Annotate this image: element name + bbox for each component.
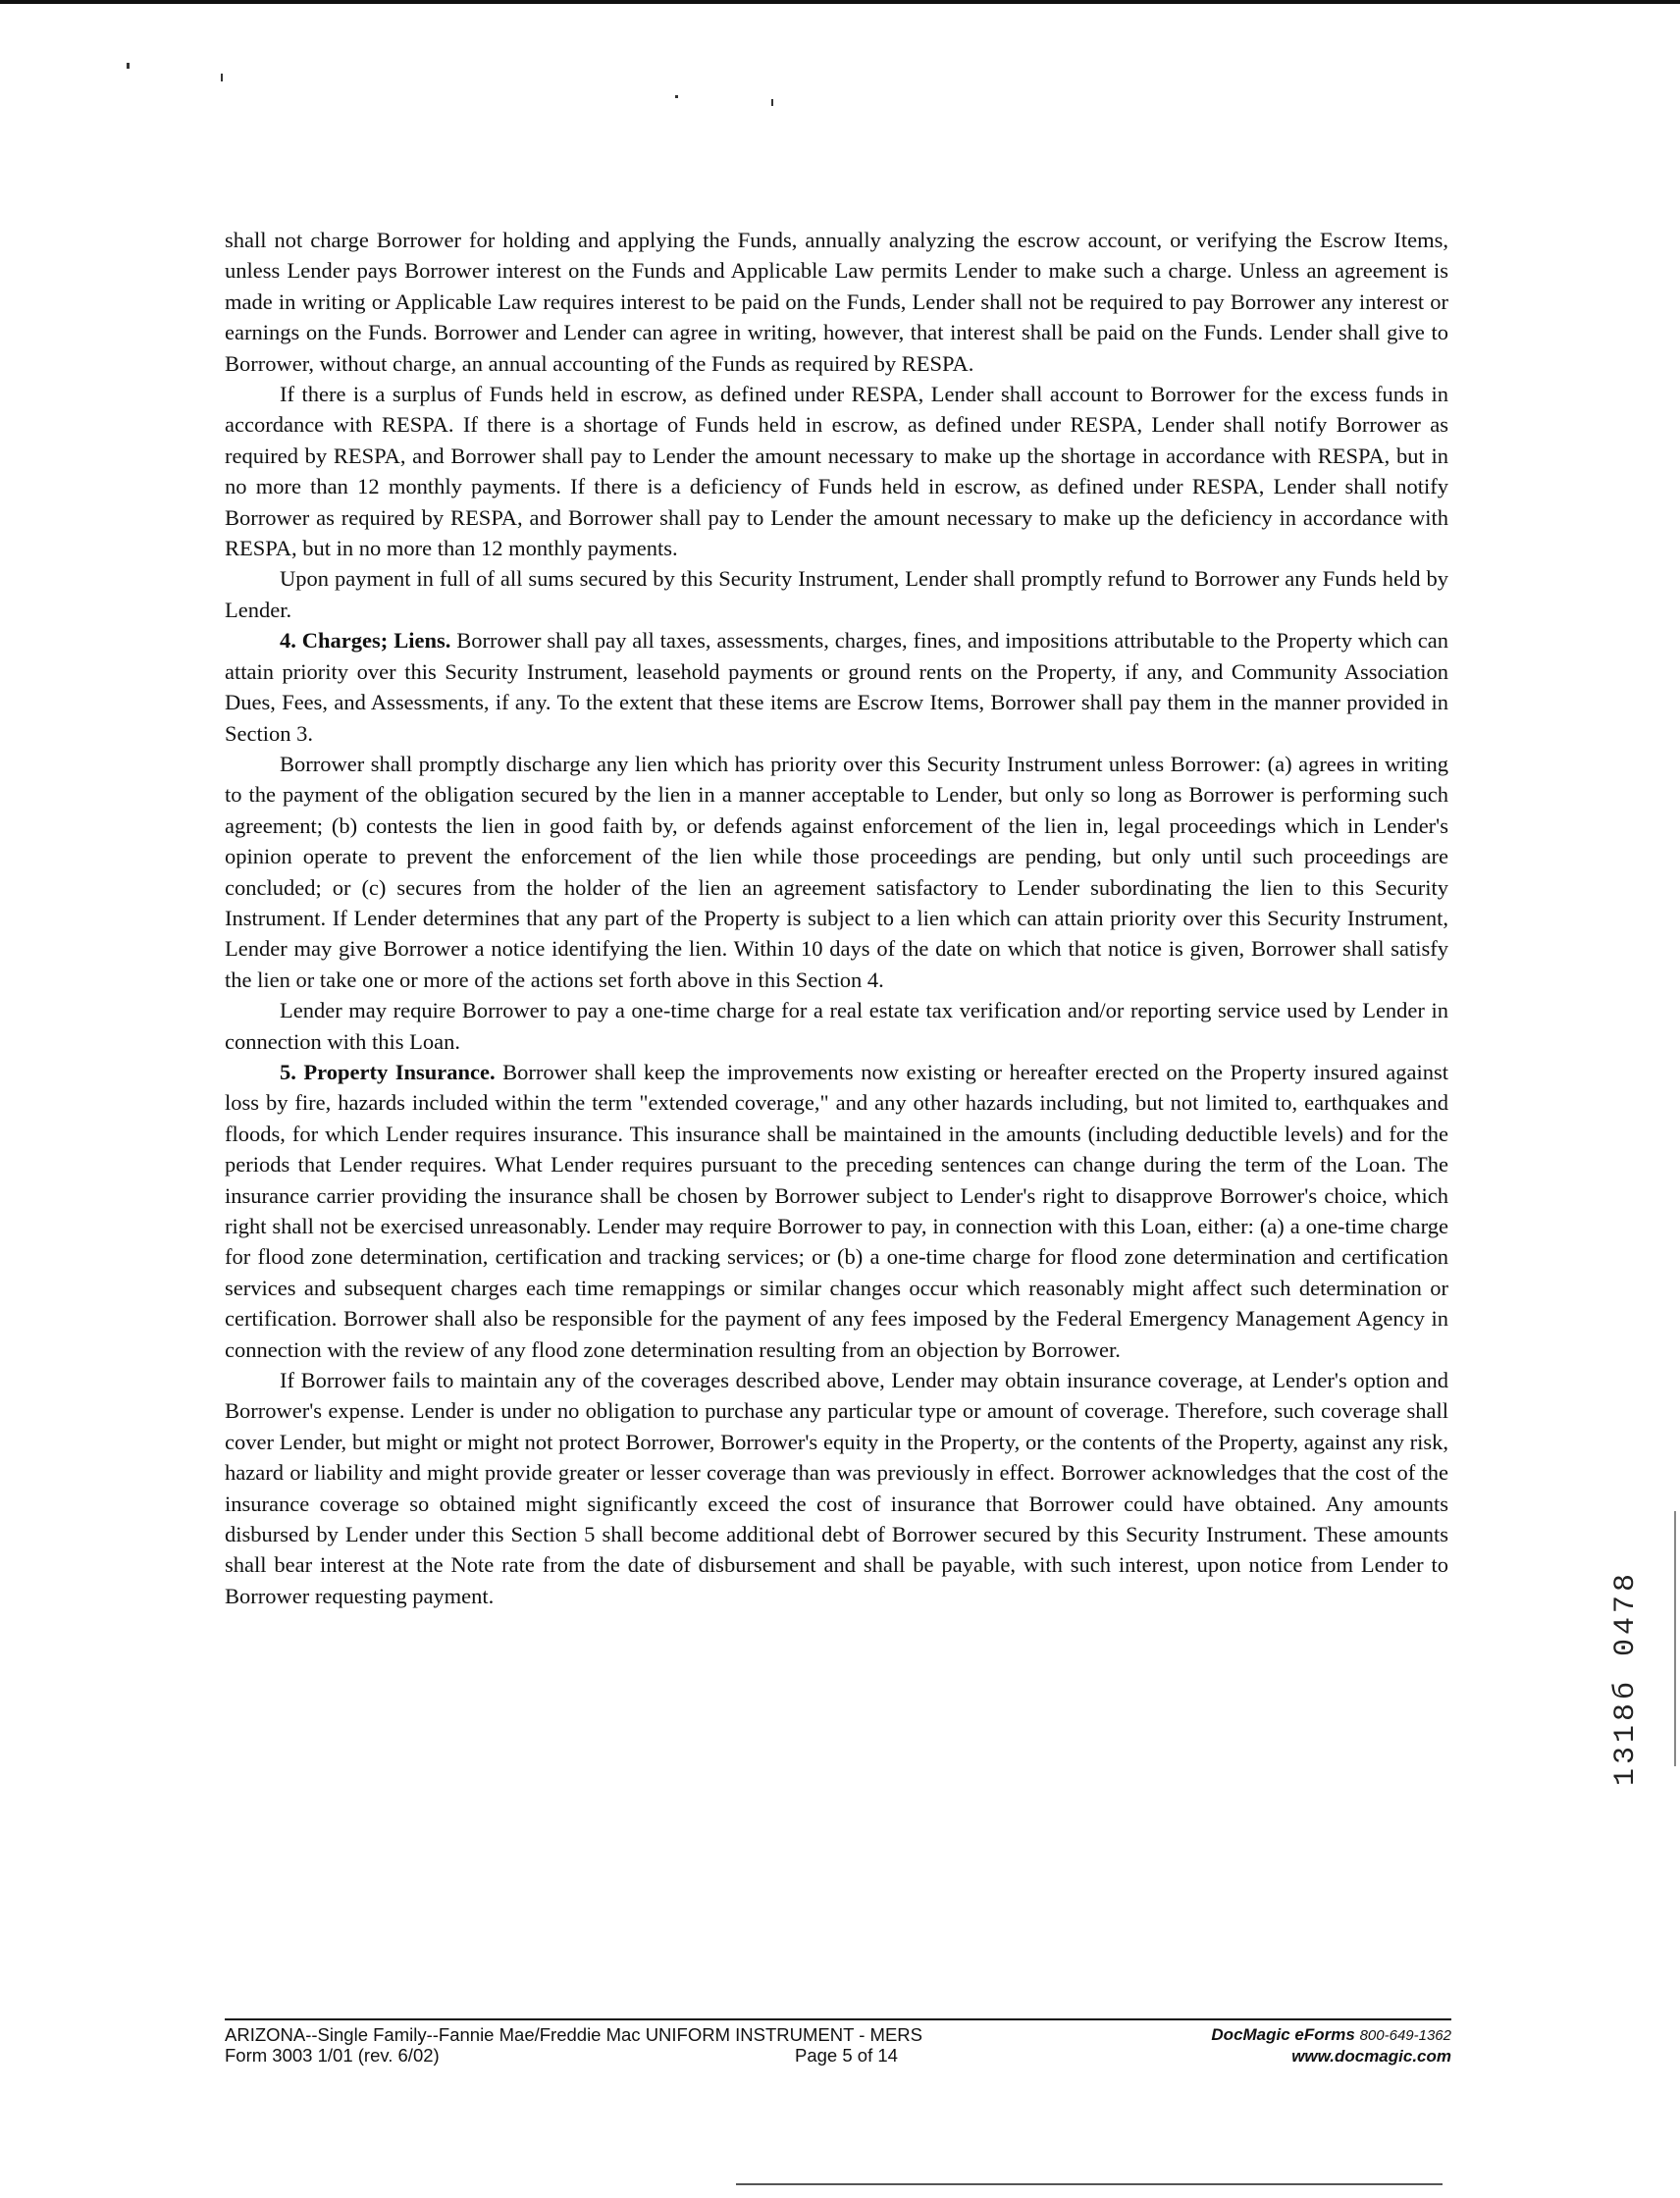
section-5-property-insurance [225, 1057, 1448, 1365]
footer-form-info [225, 2024, 1108, 2066]
section-4-charges-liens [225, 625, 1448, 749]
footer-form-title: ARIZONA--Single Family--Fannie Mae/Freddie Mac UNIFORM INSTRUMENT - MERS [225, 2024, 922, 2045]
docmagic-logo: DocMagic eForms [1211, 2025, 1355, 2044]
scan-speck [771, 99, 773, 106]
footer-brand-line [1211, 2024, 1451, 2046]
scan-bottom-rule [736, 2183, 1443, 2185]
recording-stamp: 1318б 0478 [1609, 1570, 1643, 1787]
paragraph-escrow-charges: shall not charge Borrower for holding and applying the Funds, annually analyzing the escrow account, or verifying the Escrow Items, unless Lender pays Borrower interest on the Funds and Applicable Law permits Lender to make such a charge. Unless an agreement is made in writing or Applicable Law requires interest to be paid on the Funds, Lender shall not be required to pay Borrower any interest or earnings on the Funds. Borrower and Lender can agree in writing, however, that interest shall be paid on the Funds. Lender shall give to Borrower, without charge, an annual accounting of the Funds as required by RESPA. [225, 228, 1448, 376]
footer-website: www.docmagic.com [1291, 2047, 1451, 2066]
paragraph-coverage-failure: If Borrower fails to maintain any of the coverages described above, Lender may obtain insurance coverage, at Lender's option and Borrower's expense. Lender is under no obligation to purchase any particular type or amount of coverage. Therefore, such coverage shall cover Lender, but might or might not protect Borrower, Borrower's equity in the Property, or the contents of the Property, against any risk, hazard or liability and might provide greater or lesser coverage than was previously in effect. Borrower acknowledges that the cost of the insurance coverage so obtained might significantly exceed the cost of insurance that Borrower could have obtained. Any amounts disbursed by Lender under this Section 5 shall become additional debt of Borrower secured by this Security Instrument. These amounts shall bear interest at the Note rate from the date of disbursement and shall be payable, with such interest, upon notice from Lender to Borrower requesting payment. [225, 1368, 1448, 1608]
footer-phone: 800-649-1362 [1359, 2027, 1451, 2044]
paragraph-lien-discharge: Borrower shall promptly discharge any lien which has priority over this Security Instrument unless Borrower: (a) agrees in writing to the payment of the obligation secured by the lien in a manner acceptable to Lender, but only so long as Borrower is performing such agreement; (b) contests the lien in good faith by, or defends against enforcement of the lien in, legal proceedings which in Lender's opinion operate to prevent the enforcement of the lien while those proceedings are pending, but only until such proceedings are concluded; or (c) secures from the holder of the lien an agreement satisfactory to Lender subordinating the lien to this Security Instrument. If Lender determines that any part of the Property is subject to a lien which can attain priority over this Security Instrument, Lender may give Borrower a notice identifying the lien. Within 10 days of the date on which that notice is given, Borrower shall satisfy the lien or take one or more of the actions set forth above in this Section 4. [225, 751, 1448, 992]
section-5-text: Borrower shall keep the improvements now existing or hereafter erected on the Property insured against loss by fire, hazards included within the term "extended coverage," and any other hazards including, but not limited to, earthquakes and floods, for which Lender requires insurance. This insurance shall be maintained in the amounts (including deductible levels) and for the periods that Lender requires. What Lender requires pursuant to the preceding sentences can change during the term of the Loan. The insurance carrier providing the insurance shall be chosen by Borrower subject to Lender's right to disapprove Borrower's choice, which right shall not be exercised unreasonably. Lender may require Borrower to pay, in connection with this Loan, either: (a) a one-time charge for flood zone determination, certification and tracking services; or (b) a one-time charge for flood zone determination and certification services and subsequent charges each time remappings or similar changes occur which reasonably might affect such determination or certification. Borrower shall also be responsible for the payment of any fees imposed by the Federal Emergency Management Agency in connection with the review of any flood zone determination resulting from an objection by Borrower. [225, 1059, 1448, 1362]
section-5-heading: 5. Property Insurance. [280, 1059, 496, 1084]
scan-top-border [0, 0, 1680, 4]
scan-right-edge [1674, 1511, 1676, 1766]
section-4-text: Borrower shall pay all taxes, assessments, charges, fines, and impositions attributable to the Property which can attain priority over this Security Instrument, leasehold payments or ground rents on the Property, if any, and Community Association Dues, Fees, and Assessments, if any. To the extent that these items are Escrow Items, Borrower shall pay them in the manner provided in Section 3. [225, 628, 1449, 746]
footer-brand-info [1211, 2024, 1451, 2067]
paragraph-surplus-shortage: If there is a surplus of Funds held in escrow, as defined under RESPA, Lender shall account to Borrower for the excess funds in accordance with RESPA. If there is a shortage of Funds held in escrow, as defined under RESPA, Lender shall notify Borrower as required by RESPA, and Borrower shall pay to Lender the amount necessary to make up the shortage in accordance with RESPA, but in no more than 12 monthly payments. If there is a deficiency of Funds held in escrow, as defined under RESPA, Lender shall notify Borrower as required by RESPA, and Borrower shall pay to Lender the amount necessary to make up the deficiency in accordance with RESPA, but in no more than 12 monthly payments. [225, 382, 1448, 561]
scan-speck [675, 95, 678, 98]
paragraph-refund: Upon payment in full of all sums secured by this Security Instrument, Lender shall promptly refund to Borrower any Funds held by Lender. [225, 566, 1448, 622]
scan-speck [127, 63, 130, 69]
paragraph-tax-verification: Lender may require Borrower to pay a one-time charge for a real estate tax verification and/or reporting service used by Lender in connection with this Loan. [225, 998, 1448, 1054]
section-4-heading: 4. Charges; Liens. [280, 628, 451, 654]
footer-line-2 [225, 2045, 1108, 2066]
scan-speck [221, 74, 223, 81]
footer-form-number: Form 3003 1/01 (rev. 6/02) [225, 2045, 440, 2066]
footer-divider [225, 2018, 1451, 2020]
footer-page-number: Page 5 of 14 [795, 2045, 898, 2066]
document-body [225, 225, 1448, 1611]
